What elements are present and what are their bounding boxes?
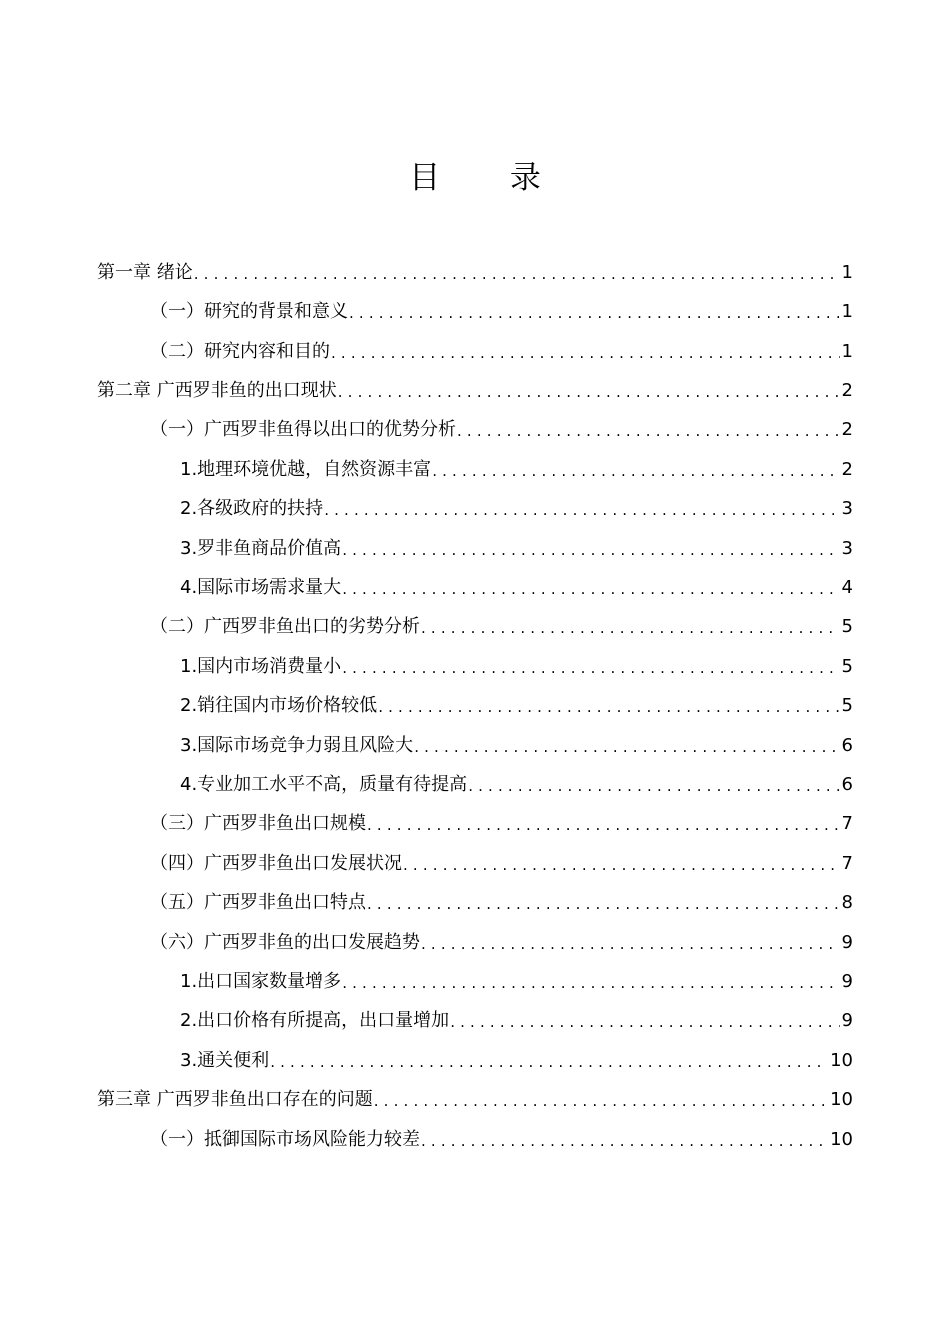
toc-entry[interactable] bbox=[150, 805, 853, 835]
toc-entry[interactable] bbox=[150, 884, 853, 914]
toc-entry-title: 2.出口价格有所提高，出口量增加 bbox=[180, 1010, 450, 1031]
toc-entry-title: （六）广西罗非鱼的出口发展趋势 bbox=[150, 932, 420, 953]
dot-leader bbox=[468, 774, 839, 796]
toc-entry[interactable] bbox=[150, 1121, 853, 1151]
dot-leader bbox=[270, 1050, 828, 1072]
toc-entry[interactable] bbox=[150, 924, 853, 954]
toc-entry-page: 2 bbox=[841, 459, 853, 480]
toc-entry[interactable] bbox=[180, 530, 853, 560]
toc-entry-page: 1 bbox=[841, 262, 853, 283]
toc-entry[interactable] bbox=[180, 1042, 853, 1072]
toc-entry-title: （二）研究内容和目的 bbox=[150, 341, 330, 362]
toc-entry-page: 1 bbox=[841, 301, 853, 322]
dot-leader bbox=[367, 813, 840, 835]
dot-leader bbox=[349, 301, 840, 323]
toc-entry-title: （一）广西罗非鱼得以出口的优势分析 bbox=[150, 419, 456, 440]
toc-entry-title: 4.国际市场需求量大 bbox=[180, 577, 342, 598]
toc-entry-title: 3.国际市场竞争力弱且风险大 bbox=[180, 735, 414, 756]
toc-entry[interactable] bbox=[180, 648, 853, 678]
toc-entry-page: 5 bbox=[841, 695, 853, 716]
toc-entry-title: 2.各级政府的扶持 bbox=[180, 498, 324, 519]
toc-entry-page: 7 bbox=[841, 853, 853, 874]
toc-entry-title: 第二章 广西罗非鱼的出口现状 bbox=[97, 380, 337, 401]
toc-entry-page: 9 bbox=[841, 1010, 853, 1031]
dot-leader bbox=[331, 341, 840, 363]
dot-leader bbox=[457, 419, 840, 441]
toc-entry-page: 1 bbox=[841, 341, 853, 362]
toc-entry[interactable] bbox=[180, 963, 853, 993]
toc-entry-title: 1.地理环境优越，自然资源丰富 bbox=[180, 459, 432, 480]
dot-leader bbox=[378, 695, 839, 717]
toc-entry[interactable] bbox=[180, 1002, 853, 1032]
toc-entry-title: 第三章 广西罗非鱼出口存在的问题 bbox=[97, 1089, 373, 1110]
dot-leader bbox=[194, 262, 840, 284]
toc-entry[interactable] bbox=[150, 411, 853, 441]
dot-leader bbox=[403, 853, 840, 875]
dot-leader bbox=[324, 498, 839, 520]
page-title: 目 录 bbox=[409, 160, 571, 196]
toc-entry[interactable] bbox=[180, 687, 853, 717]
toc-entry[interactable] bbox=[180, 569, 853, 599]
toc-entry-page: 5 bbox=[841, 656, 853, 677]
toc-entry-title: （一）抵御国际市场风险能力较差 bbox=[150, 1129, 420, 1150]
toc-entry-page: 5 bbox=[841, 616, 853, 637]
toc-entry-page: 10 bbox=[830, 1129, 853, 1150]
dot-leader bbox=[421, 616, 840, 638]
toc-entry-title: 3.罗非鱼商品价值高 bbox=[180, 538, 342, 559]
toc-entry-page: 6 bbox=[841, 774, 853, 795]
toc-entry-title: 第一章 绪论 bbox=[97, 262, 193, 283]
dot-leader bbox=[421, 932, 840, 954]
toc-entry[interactable] bbox=[150, 293, 853, 323]
toc-entry-title: （二）广西罗非鱼出口的劣势分析 bbox=[150, 616, 420, 637]
dot-leader bbox=[450, 1010, 839, 1032]
dot-leader bbox=[421, 1129, 828, 1151]
toc-entry-page: 2 bbox=[841, 380, 853, 401]
toc-entry-page: 2 bbox=[841, 419, 853, 440]
dot-leader bbox=[367, 892, 840, 914]
toc-entry-title: 1.国内市场消费量小 bbox=[180, 656, 342, 677]
toc-entry[interactable] bbox=[180, 451, 853, 481]
dot-leader bbox=[342, 538, 839, 560]
dot-leader bbox=[432, 459, 839, 481]
toc-entry[interactable] bbox=[97, 372, 853, 402]
toc-entry-page: 9 bbox=[841, 971, 853, 992]
dot-leader bbox=[414, 735, 839, 757]
toc-entry-title: （一）研究的背景和意义 bbox=[150, 301, 348, 322]
toc-entry-title: 3.通关便利 bbox=[180, 1050, 270, 1071]
toc-entry-title: 4.专业加工水平不高，质量有待提高 bbox=[180, 774, 468, 795]
toc-entry[interactable] bbox=[180, 727, 853, 757]
dot-leader bbox=[374, 1089, 828, 1111]
dot-leader bbox=[342, 656, 839, 678]
toc-entry-page: 8 bbox=[841, 892, 853, 913]
toc-entry-title: 1.出口国家数量增多 bbox=[180, 971, 342, 992]
toc-entry-page: 7 bbox=[841, 813, 853, 834]
toc-entry-page: 6 bbox=[841, 735, 853, 756]
toc-entry-title: （四）广西罗非鱼出口发展状况 bbox=[150, 853, 402, 874]
dot-leader bbox=[338, 380, 840, 402]
toc-entry-title: （三）广西罗非鱼出口规模 bbox=[150, 813, 366, 834]
toc-entry[interactable] bbox=[150, 333, 853, 363]
toc-entry-page: 10 bbox=[830, 1089, 853, 1110]
toc-entry-page: 3 bbox=[841, 538, 853, 559]
toc-entry[interactable] bbox=[180, 766, 853, 796]
toc-entry-title: （五）广西罗非鱼出口特点 bbox=[150, 892, 366, 913]
dot-leader bbox=[342, 971, 839, 993]
toc-entry[interactable] bbox=[150, 845, 853, 875]
toc-entry[interactable] bbox=[180, 490, 853, 520]
dot-leader bbox=[342, 577, 839, 599]
toc-entry-page: 10 bbox=[830, 1050, 853, 1071]
toc-entry-page: 4 bbox=[841, 577, 853, 598]
toc-entry[interactable] bbox=[97, 254, 853, 284]
toc-entry[interactable] bbox=[97, 1081, 853, 1111]
toc-entry-page: 9 bbox=[841, 932, 853, 953]
toc-entry[interactable] bbox=[150, 608, 853, 638]
toc-entry-title: 2.销往国内市场价格较低 bbox=[180, 695, 378, 716]
toc-entry-page: 3 bbox=[841, 498, 853, 519]
